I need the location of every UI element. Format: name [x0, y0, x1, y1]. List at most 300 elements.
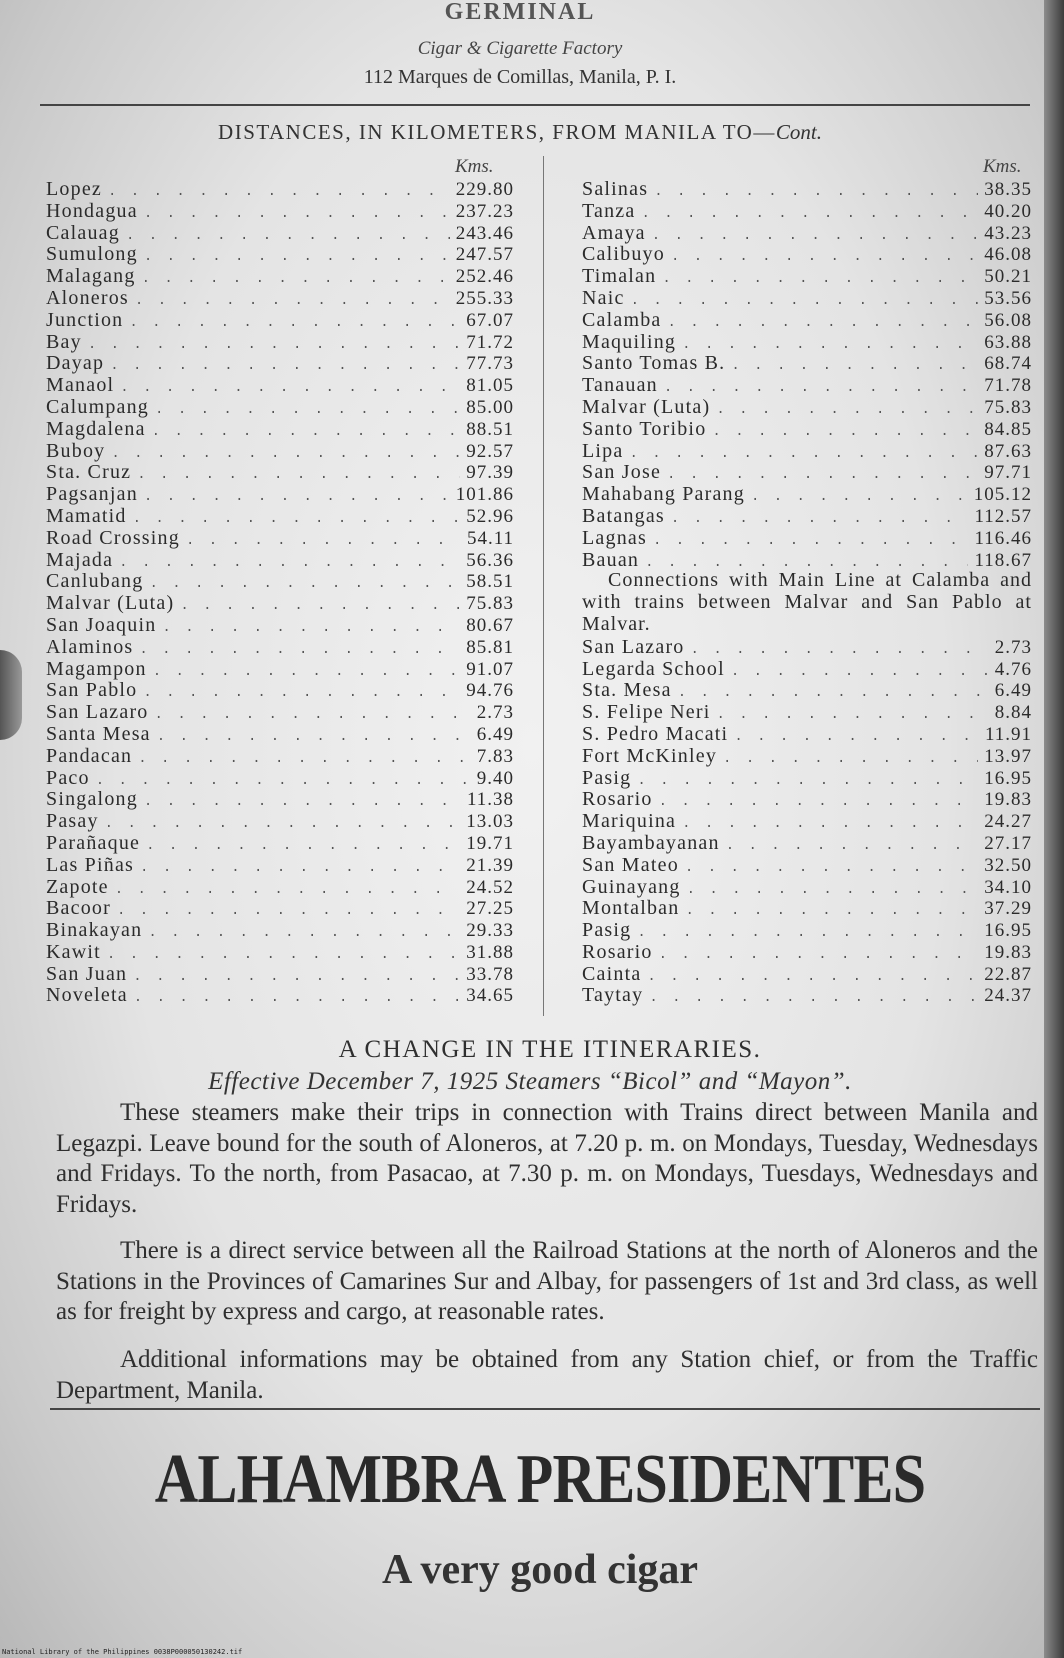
distance-km: 22.87 [984, 963, 1032, 985]
station-name: Pagsanjan [46, 483, 138, 506]
distance-km: 31.88 [466, 941, 514, 963]
leader-dots [152, 424, 461, 440]
advert-title: ALHAMBRA PRESIDENTES [154, 1441, 926, 1518]
leader-dots [659, 794, 979, 810]
distance-row [46, 549, 514, 571]
leader-dots [144, 489, 450, 505]
distance-row [582, 636, 1032, 658]
right-rows-b [582, 636, 1032, 1007]
station-name: Hondagua [46, 199, 138, 222]
distance-km: 56.36 [466, 549, 514, 571]
leader-dots [115, 882, 461, 898]
distance-km: 58.51 [466, 571, 514, 593]
distance-km: 19.83 [984, 941, 1032, 963]
station-name: Magampon [46, 657, 147, 680]
distance-km: 7.83 [476, 745, 514, 767]
leader-dots [678, 685, 989, 701]
advert-tagline: A very good cigar [381, 1547, 699, 1593]
station-name: Bacoor [46, 897, 111, 920]
distance-km: 67.07 [466, 309, 514, 331]
leader-dots [180, 598, 460, 614]
distance-row [582, 331, 1032, 353]
distance-km: 4.76 [994, 658, 1032, 680]
leader-dots [155, 707, 471, 723]
station-name: Alaminos [46, 635, 134, 658]
leader-dots [149, 576, 460, 592]
distance-row [46, 919, 514, 941]
leader-dots [645, 555, 968, 571]
leader-dots [144, 794, 461, 810]
distance-row [46, 396, 514, 418]
leader-dots [117, 903, 460, 919]
distance-km: 88.51 [466, 418, 514, 440]
station-name: Road Crossing [46, 526, 180, 549]
leader-dots [637, 925, 978, 941]
distance-row [46, 614, 514, 636]
distance-row [46, 265, 514, 287]
header-subtitle: Cigar & Cigarette Factory [417, 38, 623, 59]
distance-row [46, 243, 514, 265]
leader-dots [637, 773, 978, 789]
distance-row [46, 832, 514, 854]
distance-row [46, 897, 514, 919]
distance-row [46, 374, 514, 396]
distance-row [46, 745, 514, 767]
leader-dots [134, 990, 460, 1006]
book-spine [1044, 0, 1064, 1658]
leader-dots [629, 446, 978, 462]
leader-dots [120, 380, 460, 396]
station-name: Pandacan [46, 744, 133, 767]
distance-km: 6.49 [476, 723, 514, 745]
distance-row [46, 440, 514, 462]
distance-row [46, 810, 514, 832]
distance-row [582, 701, 1032, 723]
station-name: Pasig [582, 919, 632, 942]
leader-dots [647, 969, 978, 985]
distance-km: 19.71 [466, 832, 514, 854]
distance-row [582, 418, 1032, 440]
distance-row [46, 723, 514, 745]
distance-km: 91.07 [466, 658, 514, 680]
distance-row [582, 876, 1032, 898]
distance-row [46, 483, 514, 505]
distance-km: 101.86 [455, 484, 514, 506]
station-name: Singalong [46, 788, 138, 811]
distance-row [46, 636, 514, 658]
station-name: Maquiling [582, 330, 677, 353]
distance-row [46, 854, 514, 876]
distance-km: 2.73 [476, 702, 514, 724]
header-rule [40, 104, 1030, 106]
station-name: Paco [46, 766, 90, 789]
leader-dots [144, 206, 450, 222]
station-name: Taytay [582, 984, 644, 1007]
distance-row [46, 200, 514, 222]
station-name: Rosario [582, 788, 653, 811]
station-name: Rosario [582, 940, 653, 963]
distance-km: 40.20 [984, 200, 1032, 222]
station-name: Sumulong [46, 243, 138, 266]
leader-dots [649, 990, 978, 1006]
distance-km: 112.57 [974, 505, 1032, 527]
distance-row [46, 352, 514, 374]
table-title [0, 120, 1040, 145]
distance-row [46, 505, 514, 527]
distance-row [582, 788, 1032, 810]
leader-dots [731, 664, 989, 680]
distance-km: 87.63 [984, 440, 1032, 462]
station-name: San Mateo [582, 853, 679, 876]
distance-km: 13.97 [984, 745, 1032, 767]
distance-row [46, 461, 514, 483]
distance-km: 34.65 [466, 985, 514, 1007]
distance-row [582, 941, 1032, 963]
station-name: Lopez [46, 178, 102, 200]
station-name: Malvar (Luta) [46, 592, 175, 615]
distance-row [582, 854, 1032, 876]
station-name: Santo Tomas B. [582, 352, 726, 375]
station-name: San Lazaro [46, 701, 149, 724]
distance-km: 54.11 [466, 527, 514, 549]
distance-row [582, 549, 1032, 571]
leader-dots [107, 947, 460, 963]
leader-dots [88, 337, 460, 353]
station-name: Guinayang [582, 875, 681, 898]
distance-km: 118.67 [974, 549, 1032, 571]
station-name: Bay [46, 330, 82, 353]
distance-km: 84.85 [984, 418, 1032, 440]
distance-row [46, 984, 514, 1006]
distance-km: 43.23 [984, 222, 1032, 244]
distance-km: 94.76 [466, 680, 514, 702]
leader-dots [142, 271, 450, 287]
distance-km: 77.73 [466, 353, 514, 375]
distance-row [46, 418, 514, 440]
station-name: Calauag [46, 221, 120, 244]
distance-km: 53.56 [984, 287, 1032, 309]
leader-dots [111, 446, 460, 462]
header-address: 112 Marques de Comillas, Manila, P. I. [363, 66, 677, 88]
distance-row [582, 200, 1032, 222]
leader-dots [659, 947, 979, 963]
leader-dots [667, 467, 978, 483]
distance-km: 105.12 [973, 484, 1032, 506]
distance-km: 252.46 [455, 266, 514, 288]
distance-row [46, 178, 514, 200]
distance-row [46, 527, 514, 549]
station-name: Salinas [582, 178, 649, 200]
distance-km: 71.78 [984, 375, 1032, 397]
distance-row [582, 745, 1032, 767]
station-name: Canlubang [46, 570, 144, 593]
leader-dots [157, 729, 471, 745]
leader-dots [662, 271, 978, 287]
leader-dots [716, 402, 978, 418]
kms-header-right: Kms. [983, 156, 1022, 177]
distance-km: 97.39 [466, 462, 514, 484]
distance-row [582, 527, 1032, 549]
distance-km: 247.57 [455, 244, 514, 266]
distance-row [582, 505, 1032, 527]
itinerary-paragraph-3: Additional informations may be obtained from any Station chief, or from the Traffic Department, Manila. [56, 1346, 1038, 1404]
distance-km: 63.88 [984, 331, 1032, 353]
distance-km: 52.96 [466, 505, 514, 527]
leader-dots [139, 642, 460, 658]
distance-km: 16.95 [984, 920, 1032, 942]
station-name: Malvar (Luta) [582, 395, 711, 418]
station-name: Kawit [46, 940, 101, 963]
station-name: Batangas [582, 504, 665, 527]
leader-dots [687, 882, 979, 898]
distance-km: 24.52 [466, 876, 514, 898]
itinerary-paragraph-2: There is a direct service between all the Railroad Stations at the north of Aloneros and the Stations in the Provinces of Camarines Sur and Albay, for passengers of 1st and 3rd class, as well as for freight by express and cargo, at reasonable rates. [56, 1237, 1038, 1325]
distance-row [46, 570, 514, 592]
distance-row [582, 483, 1032, 505]
distance-km: 71.72 [466, 331, 514, 353]
station-name: Santo Toribio [582, 417, 707, 440]
station-name: Timalan [582, 265, 657, 288]
leader-dots [726, 838, 979, 854]
leader-dots [96, 773, 471, 789]
distance-row [582, 178, 1032, 200]
distance-row [582, 287, 1032, 309]
distance-km: 11.91 [984, 723, 1032, 745]
distance-km: 37.29 [984, 898, 1032, 920]
leader-dots [712, 424, 978, 440]
leader-dots [129, 315, 460, 331]
station-name: Aloneros [46, 286, 129, 309]
distance-row [582, 352, 1032, 374]
leader-dots [186, 533, 461, 549]
itinerary-paragraph-1: These steamers make their trips in connection with Trains direct between Manila and Legazpi. Leave bound for the south of Aloneros, at 7.20 p. m. on Mondays, Tuesday, Wednesdays and Fridays. To the north, from Pasacao, at 7.30 p. m. on Mondays, Tuesdays, Wednesdays and Fridays. [56, 1099, 1038, 1218]
distance-km: 24.37 [984, 985, 1032, 1007]
distance-km: 229.80 [455, 179, 514, 200]
distance-km: 85.00 [466, 396, 514, 418]
distance-row [582, 897, 1032, 919]
leader-dots [153, 664, 461, 680]
leader-dots [652, 228, 978, 244]
distance-row [46, 331, 514, 353]
station-name: Bauan [582, 548, 640, 571]
leader-dots [671, 249, 978, 265]
station-name: Calibuyo [582, 243, 665, 266]
distance-km: 29.33 [466, 920, 514, 942]
distance-row [582, 767, 1032, 789]
distance-row [46, 679, 514, 701]
distance-row [582, 658, 1032, 680]
leader-dots [671, 511, 969, 527]
distance-row [582, 374, 1032, 396]
distance-row [46, 876, 514, 898]
leader-dots [133, 511, 461, 527]
distance-km: 2.73 [994, 636, 1032, 658]
station-name: Lipa [582, 439, 624, 462]
distance-row [46, 309, 514, 331]
leader-dots [734, 729, 979, 745]
distance-km: 75.83 [466, 593, 514, 615]
distance-row [582, 919, 1032, 941]
leader-dots [148, 925, 460, 941]
leader-dots [631, 293, 979, 309]
binder-clip [0, 650, 22, 740]
leader-dots [155, 402, 460, 418]
right-distance-column [582, 178, 1032, 1006]
leader-dots [146, 838, 460, 854]
distance-row [46, 767, 514, 789]
distance-row [582, 461, 1032, 483]
distance-row [582, 832, 1032, 854]
station-name: Lagnas [582, 526, 647, 549]
distance-row [46, 222, 514, 244]
station-name: San Juan [46, 962, 128, 985]
distance-km: 24.27 [984, 811, 1032, 833]
distance-km: 27.25 [466, 898, 514, 920]
station-name: Bayambayanan [582, 831, 720, 854]
station-name: Montalban [582, 897, 680, 920]
station-name: San Joaquin [46, 613, 157, 636]
leader-dots [685, 903, 978, 919]
station-name: Sta. Mesa [582, 679, 672, 702]
station-name: Naic [582, 286, 625, 309]
distance-row [46, 941, 514, 963]
leader-dots [667, 315, 978, 331]
station-name: Parañaque [46, 831, 141, 854]
distance-km: 81.05 [466, 375, 514, 397]
leader-dots [108, 184, 450, 200]
leader-dots [126, 228, 450, 244]
distance-row [46, 701, 514, 723]
leader-dots [110, 358, 460, 374]
station-name: Mamatid [46, 504, 127, 527]
station-name: Legarda School [582, 657, 725, 680]
leader-dots [682, 337, 978, 353]
leader-dots [664, 380, 978, 396]
station-name: Las Piñas [46, 853, 135, 876]
station-name: S. Felipe Neri [582, 701, 711, 724]
distance-km: 237.23 [455, 200, 514, 222]
distance-km: 75.83 [984, 396, 1032, 418]
distance-km: 85.81 [466, 636, 514, 658]
station-name: Noveleta [46, 984, 128, 1007]
distance-km: 9.40 [476, 767, 514, 789]
leader-dots [731, 358, 978, 374]
station-name: Junction [46, 308, 124, 331]
distance-row [582, 243, 1032, 265]
distance-row [46, 963, 514, 985]
leader-dots [119, 555, 460, 571]
distance-row [582, 679, 1032, 701]
distance-km: 16.95 [984, 767, 1032, 789]
distance-row [582, 222, 1032, 244]
distance-km: 97.71 [984, 462, 1032, 484]
station-name: San Lazaro [582, 635, 685, 658]
leader-dots [135, 293, 450, 309]
distance-km: 80.67 [466, 614, 514, 636]
distance-km: 21.39 [466, 854, 514, 876]
station-name: Binakayan [46, 919, 143, 942]
distance-row [582, 440, 1032, 462]
leader-dots [723, 751, 978, 767]
station-name: Cainta [582, 962, 642, 985]
station-name: Buboy [46, 439, 106, 462]
leader-dots [716, 707, 988, 723]
leader-dots [137, 467, 460, 483]
station-name: Zapote [46, 875, 109, 898]
leader-dots [162, 620, 460, 636]
distance-km: 27.17 [984, 832, 1032, 854]
distance-km: 8.84 [994, 702, 1032, 724]
distance-row [46, 658, 514, 680]
distance-km: 33.78 [466, 963, 514, 985]
itinerary-title: A CHANGE IN THE ITINERARIES. [338, 1036, 762, 1063]
leader-dots [751, 489, 968, 505]
leader-dots [682, 816, 978, 832]
station-name: Pasig [582, 766, 632, 789]
distance-km: 11.38 [466, 789, 514, 811]
station-name: S. Pedro Macati [582, 722, 729, 745]
distance-row [582, 963, 1032, 985]
station-name: San Jose [582, 461, 662, 484]
itinerary-subtitle: Effective December 7, 1925 Steamers “Bicol” and “Mayon”. [208, 1068, 852, 1095]
distance-km: 68.74 [984, 353, 1032, 375]
distance-km: 19.83 [984, 789, 1032, 811]
right-rows-a [582, 178, 1032, 570]
station-name: Mariquina [582, 810, 677, 833]
connection-note: Connections with Main Line at Calamba and with trains between Malvar and San Pablo at Malvar. [582, 569, 1032, 635]
leader-dots [140, 860, 460, 876]
distance-row [46, 287, 514, 309]
distance-km: 32.50 [984, 854, 1032, 876]
station-name: San Pablo [46, 679, 138, 702]
distance-km: 6.49 [994, 680, 1032, 702]
leader-dots [144, 249, 450, 265]
kms-header-left: Kms. [455, 156, 494, 177]
leader-dots [685, 860, 978, 876]
station-name: Amaya [582, 221, 646, 244]
station-name: Majada [46, 548, 114, 571]
distance-row [582, 810, 1032, 832]
station-name: Sta. Cruz [46, 461, 132, 484]
table-title-text: DISTANCES, IN KILOMETERS, FROM MANILA TO— [218, 120, 776, 144]
station-name: Santa Mesa [46, 722, 151, 745]
leader-dots [138, 751, 471, 767]
leader-dots [654, 184, 978, 200]
station-name: Dayap [46, 352, 105, 375]
distance-row [582, 265, 1032, 287]
distance-km: 56.08 [984, 309, 1032, 331]
distance-row [46, 592, 514, 614]
leader-dots [641, 206, 978, 222]
station-name: Pasay [46, 810, 99, 833]
leader-dots [133, 969, 460, 985]
distance-row [46, 788, 514, 810]
station-name: Malagang [46, 265, 136, 288]
station-name: Tanza [582, 199, 636, 222]
distance-km: 92.57 [466, 440, 514, 462]
distance-row [582, 723, 1032, 745]
header-brand: GERMINAL [444, 0, 596, 25]
leader-dots [653, 533, 968, 549]
station-name: Calamba [582, 308, 662, 331]
leader-dots [691, 642, 989, 658]
scan-credit: National Library of the Philippines 0038P000050130242.tif [2, 1648, 243, 1656]
station-name: Fort McKinley [582, 744, 718, 767]
station-name: Mahabang Parang [582, 483, 745, 506]
distance-km: 38.35 [984, 179, 1032, 200]
station-name: Calumpang [46, 395, 150, 418]
station-name: Manaol [46, 374, 115, 397]
